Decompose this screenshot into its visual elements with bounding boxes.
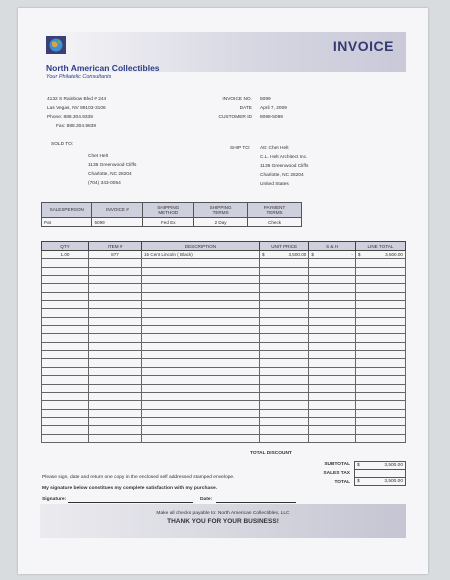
currency-symbol: $ xyxy=(260,251,271,259)
col-header-description: DESCRIPTION xyxy=(142,242,260,251)
unit-price-cell: 3,500.00 xyxy=(270,251,309,259)
description-cell: 15 Cent Lincoln ( Black) xyxy=(142,251,260,259)
ship-to-label: SHIP TO: xyxy=(230,146,251,151)
sold-to-line: Chet Helt xyxy=(88,154,108,159)
col-header-sh: S & H xyxy=(309,242,356,251)
sales-info-table xyxy=(41,202,302,227)
table-row xyxy=(42,326,406,334)
currency-symbol: $ xyxy=(355,478,365,486)
seller-phone: Phone: 888.304.9339 xyxy=(47,115,93,120)
ship-to-line: Charlotte, NC 28204 xyxy=(260,173,304,178)
line-items-body xyxy=(42,251,406,443)
table-row xyxy=(42,417,406,425)
line-items-table xyxy=(41,241,406,443)
sold-to-line: 1136 Greenwood Cliffs xyxy=(88,163,137,168)
qty-cell: 1.00 xyxy=(42,251,89,259)
ship-to-line: C.L. Helt Architect Inc. xyxy=(260,155,308,160)
sales-tax-label: SALES TAX xyxy=(323,471,350,476)
ship-to-line: 1136 Greenwood Cliffs xyxy=(260,164,309,169)
ship-to-line: Att: Chet Helt xyxy=(260,146,289,151)
shipping-terms-cell: 2 Day xyxy=(194,218,248,227)
table-row xyxy=(42,259,406,267)
table-row xyxy=(42,409,406,417)
table-row xyxy=(42,267,406,275)
table-row xyxy=(42,342,406,350)
sh-cell: - xyxy=(319,251,355,259)
shipping-method-cell: Fed Ex xyxy=(143,218,194,227)
payment-terms-cell: Check xyxy=(248,218,302,227)
total-value: 3,500.00 xyxy=(364,478,406,486)
table-row xyxy=(42,284,406,292)
table-row xyxy=(42,351,406,359)
satisfaction-statement: My signature below constitues my complete satisfaction with my purchase. xyxy=(42,486,218,491)
table-row xyxy=(42,367,406,375)
totals-table xyxy=(354,461,406,486)
invoice-no-label: INVOICE NO. xyxy=(222,97,252,102)
return-instruction: Please sign, date and return one copy in the enclosed self addressed stamped envelope. xyxy=(42,475,235,480)
currency-symbol: $ xyxy=(355,462,365,470)
invoice-cell: 5099 xyxy=(92,218,143,227)
sales-tax-value xyxy=(364,470,406,478)
signature-line[interactable] xyxy=(68,502,193,503)
currency-symbol: $ xyxy=(355,251,366,259)
date-label: DATE xyxy=(239,106,252,111)
seller-address-line2: Las Vegas, NV 89103-3106 xyxy=(47,106,106,111)
sold-to-label: SOLD TO: xyxy=(51,142,74,147)
col-header-unit-price: UNIT PRICE xyxy=(260,242,309,251)
table-row xyxy=(42,426,406,434)
table-row xyxy=(42,309,406,317)
date-line[interactable] xyxy=(216,502,296,503)
table-row xyxy=(42,317,406,325)
thank-you-message: THANK YOU FOR YOUR BUSINESS! xyxy=(167,518,279,525)
table-row xyxy=(42,334,406,342)
col-header-shipping-method: SHIPPING METHOD xyxy=(143,203,194,218)
salesperson-cell: Pat xyxy=(42,218,92,227)
table-row xyxy=(42,376,406,384)
currency-symbol: $ xyxy=(309,251,320,259)
seller-address-line1: 4132 S Rainbow Blvd # 244 xyxy=(47,97,107,102)
invoice-paper xyxy=(18,8,428,574)
customer-id-value: 8098-5099 xyxy=(260,115,283,120)
subtotal-value: 3,500.00 xyxy=(364,462,406,470)
sold-to-line: Charlotte, NC 28204 xyxy=(88,172,132,177)
globe-logo-icon xyxy=(46,36,66,54)
sold-to-line: (704) 343-0054 xyxy=(88,181,121,186)
table-row xyxy=(42,276,406,284)
date-value: April 7, 2009 xyxy=(260,106,287,111)
col-header-invoice: INVOICE # xyxy=(92,203,143,218)
table-row xyxy=(42,434,406,442)
table-row xyxy=(42,359,406,367)
invoice-no-value: 5099 xyxy=(260,97,271,102)
seller-fax: Fax: 888.304.9839 xyxy=(56,124,97,129)
subtotal-label: SUBTOTAL xyxy=(324,462,350,467)
table-row xyxy=(42,384,406,392)
ship-to-line: United States xyxy=(260,182,289,187)
col-header-shipping-terms: SHIPPING TERMS xyxy=(194,203,248,218)
item-cell: 877 xyxy=(89,251,142,259)
col-header-payment-terms: PAYMENT TERMS xyxy=(248,203,302,218)
customer-id-label: CUSTOMER ID xyxy=(218,115,252,120)
date-signature-label: Date: xyxy=(200,497,213,502)
line-total-cell: 3,500.00 xyxy=(366,251,406,259)
col-header-qty: QTY xyxy=(42,242,89,251)
company-name: North American Collectibles xyxy=(46,63,160,73)
col-header-item: ITEM # xyxy=(89,242,142,251)
total-label: TOTAL xyxy=(334,480,350,485)
table-row xyxy=(42,392,406,400)
payable-note: Make all checks payable to: North American Collectibles, LLC xyxy=(156,511,290,516)
table-row xyxy=(42,401,406,409)
table-row xyxy=(42,251,406,259)
col-header-line-total: LINE TOTAL xyxy=(355,242,405,251)
table-row xyxy=(42,292,406,300)
company-tagline: Your Philatelic Consultants xyxy=(46,74,112,80)
total-discount-label: TOTAL DISCOUNT xyxy=(250,451,292,456)
signature-label: Signature: xyxy=(42,497,67,502)
table-row xyxy=(42,301,406,309)
page-title: INVOICE xyxy=(332,38,394,54)
col-header-salesperson: SALESPERSON xyxy=(42,203,92,218)
